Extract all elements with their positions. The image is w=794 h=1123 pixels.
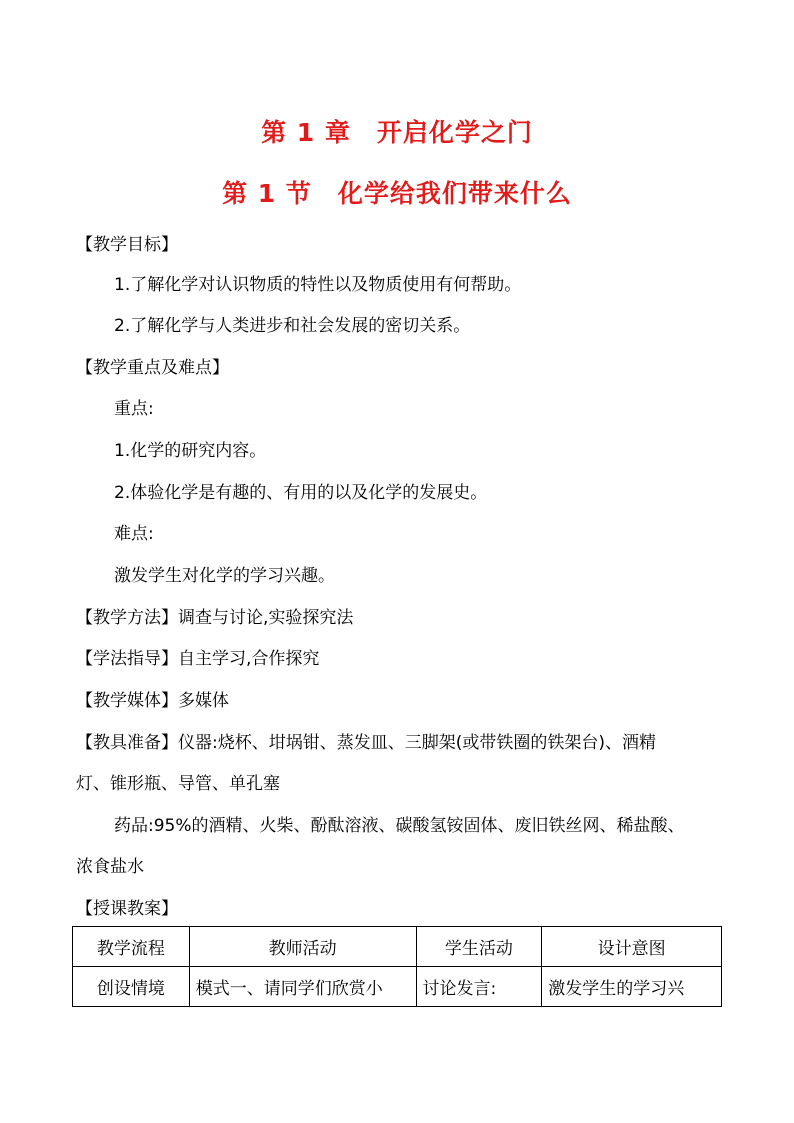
key-points-heading: 【教学重点及难点】 [76, 358, 229, 378]
table-cell: 激发学生的学习兴 [542, 967, 722, 1007]
instruments-line-2: 灯、锥形瓶、导管、单孔塞 [76, 774, 280, 794]
study-guide-text: 自主学习,合作探究 [178, 649, 320, 669]
equipment-row [76, 732, 656, 754]
focus-item-1: 1.化学的研究内容。 [114, 441, 267, 461]
study-guide-row [76, 648, 319, 670]
media-row [76, 690, 229, 712]
table-row [73, 967, 722, 1007]
media-text: 多媒体 [178, 691, 229, 711]
column-header: 学生活动 [416, 927, 542, 967]
difficulty-label: 难点: [114, 524, 154, 544]
table-cell: 创设情境 [73, 967, 190, 1007]
lesson-plan-table [72, 926, 722, 1007]
table-cell: 讨论发言: [416, 967, 542, 1007]
focus-label: 重点: [114, 399, 154, 419]
chapter-title: 第 1 章 开启化学之门 [261, 118, 533, 147]
lesson-plan-heading: 【授课教案】 [76, 899, 178, 919]
study-guide-heading: 【学法指导】 [76, 649, 178, 669]
objectives-heading: 【教学目标】 [76, 235, 178, 255]
section-title: 第 1 节 化学给我们带来什么 [222, 179, 572, 208]
table-cell: 模式一、请同学们欣赏小 [189, 967, 416, 1007]
method-text: 调查与讨论,实验探究法 [178, 608, 354, 628]
method-heading: 【教学方法】 [76, 608, 178, 628]
table-header-row [73, 927, 722, 967]
column-header: 教师活动 [189, 927, 416, 967]
objective-item-1: 1.了解化学对认识物质的特性以及物质使用有何帮助。 [114, 275, 522, 295]
difficulty-text: 激发学生对化学的学习兴趣。 [114, 566, 335, 586]
reagents-line-1: 药品:95%的酒精、火柴、酚酞溶液、碳酸氢铵固体、废旧铁丝网、稀盐酸、 [114, 816, 685, 836]
instruments-line-1: 仪器:烧杯、坩埚钳、蒸发皿、三脚架(或带铁圈的铁架台)、酒精 [178, 733, 656, 753]
objective-item-2: 2.了解化学与人类进步和社会发展的密切关系。 [114, 316, 471, 336]
equipment-heading: 【教具准备】 [76, 733, 178, 753]
column-header: 教学流程 [73, 927, 190, 967]
column-header: 设计意图 [542, 927, 722, 967]
focus-item-2: 2.体验化学是有趣的、有用的以及化学的发展史。 [114, 483, 488, 503]
method-row [76, 607, 353, 629]
media-heading: 【教学媒体】 [76, 691, 178, 711]
reagents-line-2: 浓食盐水 [76, 857, 144, 877]
